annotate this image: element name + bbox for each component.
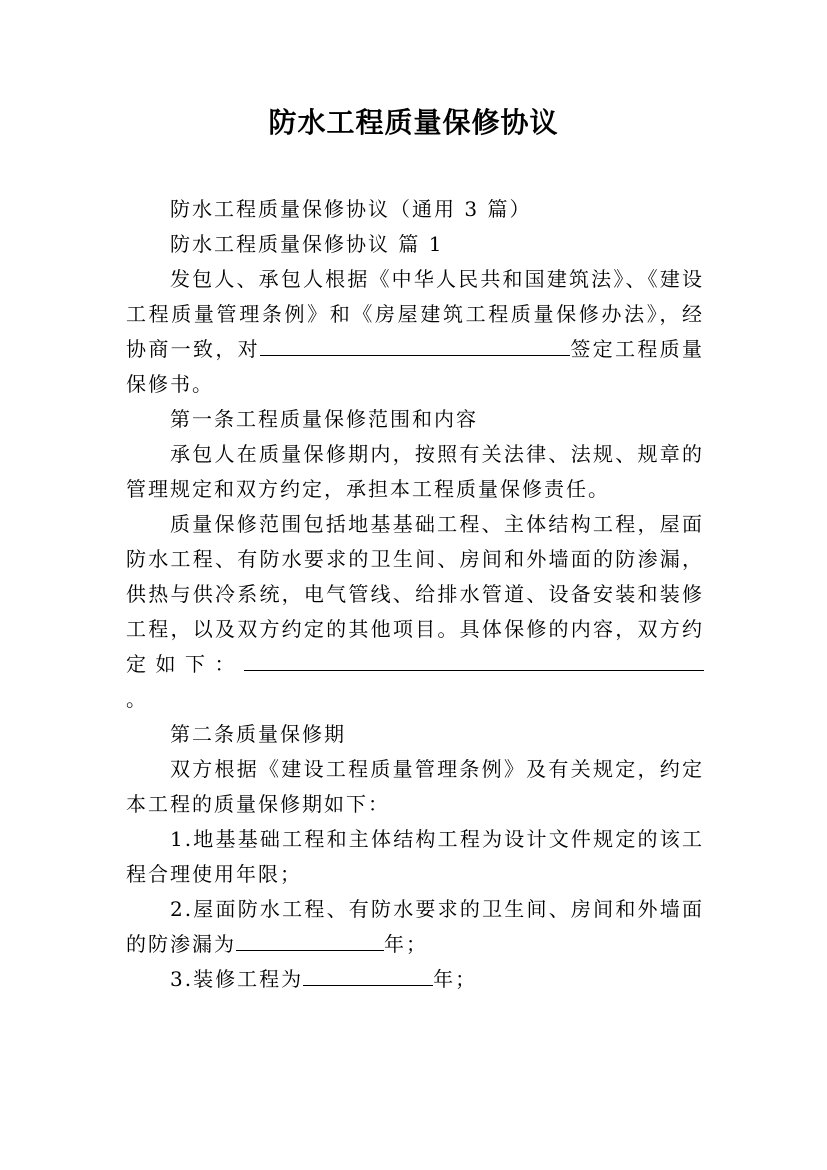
paragraph-preamble <box>126 262 704 402</box>
scope-tail: 定如下： <box>126 652 244 676</box>
item2-end: 年； <box>384 932 428 956</box>
article2-paragraph1: 双方根据《建设工程质量管理条例》及有关规定，约定本工程的质量保修期如下： <box>126 757 704 816</box>
preamble-text: 发包人、承包人根据《中华人民共和国建筑法》、《建设工程质量管理条例》和《房屋建筑工程质量保修办法》，经协商一致，对 <box>126 267 704 361</box>
project-name-blank[interactable] <box>260 335 570 356</box>
scope-end: 。 <box>126 687 148 711</box>
scope-text: 质量保修范围包括地基基础工程、主体结构工程，屋面防水工程、有防水要求的卫生间、房间和外墙面的防渗漏，供热与供冷系统，电气管线、给排水管道、设备安装和装修工程，以及双方约定的其他项目。具体保修的内容，双方约 <box>126 512 704 641</box>
article1-paragraph1: 承包人在质量保修期内，按照有关法律、法规、规章的管理规定和双方约定，承担本工程质量保修责任。 <box>126 442 704 501</box>
article2-heading: 第二条质量保修期 <box>170 722 346 746</box>
item3-end: 年； <box>433 967 478 991</box>
item3-text: 3.装修工程为 <box>170 967 304 991</box>
item-1: 1.地基基础工程和主体结构工程为设计文件规定的该工程合理使用年限； <box>126 827 704 886</box>
item2-text: 2.屋面防水工程、有防水要求的卫生间、房间和外墙面的防渗漏为 <box>126 897 704 956</box>
article1-paragraph2 <box>126 507 704 717</box>
document-title: 防水工程质量保修协议 <box>268 106 559 139</box>
intro-line: 防水工程质量保修协议（通用 3 篇） <box>170 197 532 221</box>
section-heading: 防水工程质量保修协议 篇 1 <box>170 232 444 256</box>
preamble-end: 签定工程质量保修书。 <box>126 337 704 396</box>
leakage-years-blank[interactable] <box>236 930 384 951</box>
decoration-years-blank[interactable] <box>303 965 433 986</box>
article1-heading: 第一条工程质量保修范围和内容 <box>170 407 478 431</box>
item-2 <box>126 892 704 962</box>
item-3 <box>126 962 704 997</box>
scope-content-blank[interactable] <box>244 650 704 671</box>
document-body <box>126 192 704 997</box>
